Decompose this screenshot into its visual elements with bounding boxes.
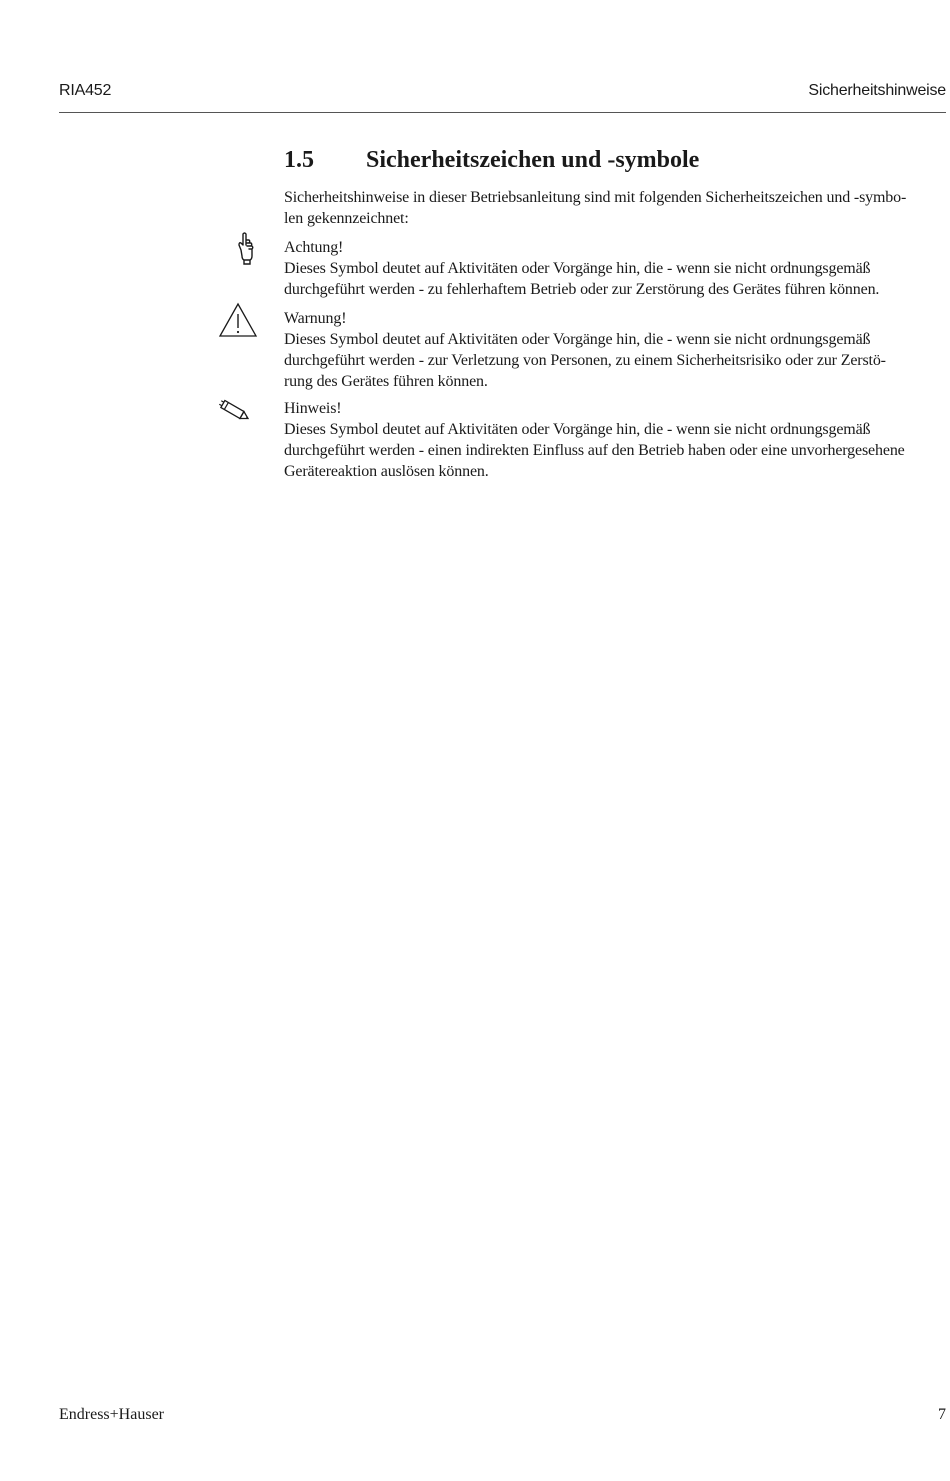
notice-label: Hinweis! (284, 400, 342, 417)
section-number: 1.5 (284, 147, 314, 173)
notice-text-line: Dieses Symbol deutet auf Aktivitäten oder Vorgänge hin, die - wenn sie nicht ordnungsgemäß (284, 421, 871, 438)
intro-line: Sicherheitshinweise in dieser Betriebsanleitung sind mit folgenden Sicherheitszeichen und -symbo- (284, 189, 907, 206)
section-heading (284, 147, 699, 174)
notice-text-line: Dieses Symbol deutet auf Aktivitäten oder Vorgänge hin, die - wenn sie nicht ordnungsgemäß (284, 331, 871, 348)
notice-text-line: durchgeführt werden - einen indirekten Einfluss auf den Betrieb haben oder eine unvorhergesehene (284, 442, 905, 459)
warning-triangle-icon (218, 302, 258, 338)
page-header (59, 82, 946, 113)
notice-text-line: rung des Gerätes führen können. (284, 373, 488, 390)
notice-hinweis (284, 398, 948, 482)
notice-text-line: Gerätereaktion auslösen können. (284, 463, 489, 480)
header-product-name: RIA452 (59, 82, 112, 99)
notice-text-line: durchgeführt werden - zur Verletzung von Personen, zu einem Sicherheitsrisiko oder zur Zerstö- (284, 352, 886, 369)
header-chapter-title: Sicherheitshinweise (808, 82, 946, 99)
notice-text-line: Dieses Symbol deutet auf Aktivitäten oder Vorgänge hin, die - wenn sie nicht ordnungsgemäß (284, 260, 871, 277)
footer-company: Endress+Hauser (59, 1406, 164, 1423)
notice-achtung (284, 237, 948, 300)
intro-paragraph (284, 187, 948, 229)
intro-line: len gekennzeichnet: (284, 210, 409, 227)
notice-label: Warnung! (284, 310, 347, 327)
section-title: Sicherheitszeichen und -symbole (366, 147, 700, 173)
pencil-icon (215, 398, 255, 424)
notice-warnung (284, 308, 948, 392)
pointing-hand-icon (232, 231, 258, 267)
page-number: 7 (938, 1406, 946, 1423)
notice-text-line: durchgeführt werden - zu fehlerhaftem Betrieb oder zur Zerstörung des Gerätes führen können. (284, 281, 880, 298)
notice-label: Achtung! (284, 239, 344, 256)
